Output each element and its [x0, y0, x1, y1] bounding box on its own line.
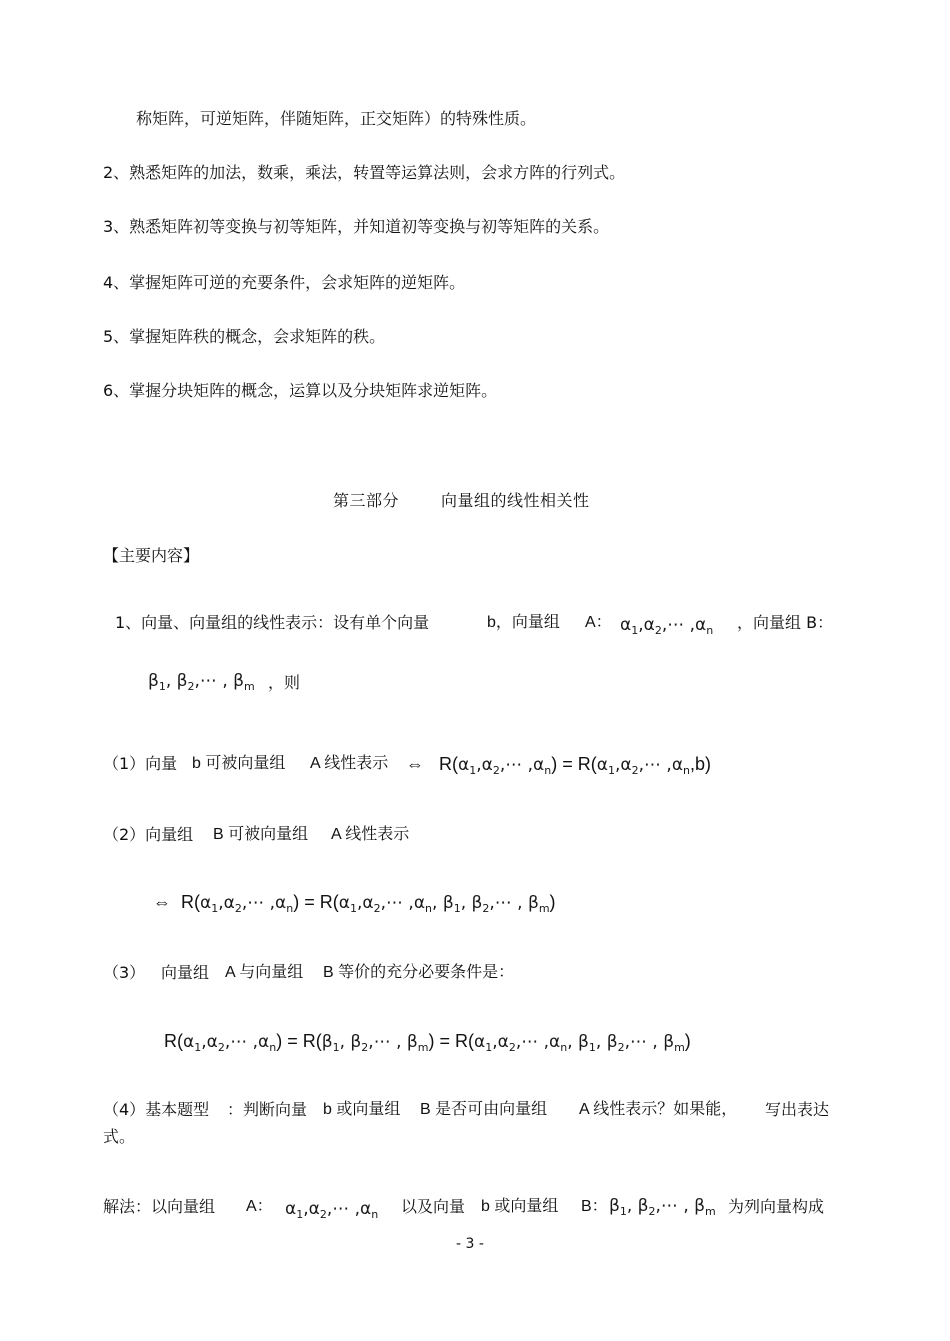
text-line-6: 6、掌握分块矩阵的概念，运算以及分块矩阵求逆矩阵。	[103, 381, 498, 400]
p1-formula: ⇔ $R(\alpha_1,\alpha_2,\cdots$ $,\alpha_n$) = $R(\alpha_1,\alpha_2,\cdots$ $,\alpha_n,b$)	[406, 754, 712, 777]
p4-text6: 式。	[103, 1127, 136, 1146]
section-title: 向量组的线性相关性	[441, 491, 590, 510]
p4-text2: b 或向量组	[323, 1101, 401, 1118]
p4-text4: A 线性表示？如果能，	[579, 1101, 738, 1118]
p1-label: （1）向量	[103, 754, 178, 773]
p3-text3: B 等价的充分必要条件是：	[323, 964, 515, 981]
page-number: - 3 -	[456, 1236, 484, 1252]
solution-mid: 以及向量	[401, 1197, 466, 1216]
solution-end: 为列向量构成	[728, 1197, 825, 1216]
p3-formula: $R(\alpha_1,\alpha_2,\cdots$ $,\alpha_n) = R(\beta_1$, $\beta_2,\cdots$ , $\beta_m$) = $R(\alpha_1,\alpha_2,\cdots$ $,\alpha_n$, $\beta_1$, $\beta_2,\cdots$ , $\beta_m$)	[164, 1031, 691, 1054]
solution-label: 解法：以向量组	[103, 1197, 216, 1216]
text-line-3: 3、熟悉矩阵初等变换与初等矩阵，并知道初等变换与初等矩阵的关系。	[103, 217, 610, 236]
p2-text: B 可被向量组	[213, 826, 309, 843]
p1-text2: A 线性表示	[310, 755, 389, 772]
p2-text2: A 线性表示	[331, 826, 410, 843]
alpha-sequence: $\alpha_1,\alpha_2,\cdots$ $,\alpha_n$	[620, 615, 714, 637]
item1-b: b，向量组	[487, 614, 560, 631]
solution-beta: $\beta_1$, $\beta_2,\cdots$ , $\beta_m$	[609, 1196, 716, 1218]
solution-alpha: $\alpha_1,\alpha_2,\cdots$ $,\alpha_n$	[285, 1199, 379, 1221]
item1-then: ，则	[268, 673, 301, 692]
beta-sequence: $\beta_1$, $\beta_2,\cdots$ , $\beta_m$	[148, 671, 255, 693]
section-part: 第三部分	[333, 491, 400, 510]
p2-label: （2）向量组	[103, 825, 194, 844]
p3-text: 向量组	[161, 963, 210, 982]
p1-text: b 可被向量组	[192, 755, 286, 772]
solution-b: b 或向量组	[481, 1198, 559, 1215]
item1-text: 1、向量、向量组的线性表示：设有单个向量	[115, 613, 430, 632]
solution-A: A：	[246, 1198, 273, 1215]
text-line-2: 2、熟悉矩阵的加法，数乘，乘法，转置等运算法则，会求方阵的行列式。	[103, 163, 626, 182]
p2-formula: ⇔ $R(\alpha_1,\alpha_2,\cdots$ $,\alpha_n$) = $R(\alpha_1,\alpha_2,\cdots$ $,\alpha_n$, $\beta_1$, $\beta_2,\cdots$ , $\beta_m$)	[153, 892, 556, 915]
text-line-4: 4、掌握矩阵可逆的充要条件，会求矩阵的逆矩阵。	[103, 273, 466, 292]
p4-text: ：判断向量	[227, 1100, 308, 1119]
main-content-heading: 【主要内容】	[103, 546, 200, 565]
p4-text5: 写出表达	[765, 1100, 830, 1119]
p4-text3: B 是否可由向量组	[420, 1101, 548, 1118]
p3-label: （3）	[103, 963, 146, 982]
text-line-5: 5、掌握矩阵秩的概念，会求矩阵的秩。	[103, 327, 386, 346]
item1-B: ，向量组 B：	[737, 613, 834, 632]
p4-label: （4）基本题型	[103, 1100, 210, 1119]
solution-B: B：	[581, 1198, 608, 1215]
p3-text2: A 与向量组	[225, 964, 304, 981]
text-line-1: 称矩阵，可逆矩阵，伴随矩阵，正交矩阵）的特殊性质。	[136, 109, 537, 128]
item1-A: A：	[585, 614, 612, 631]
